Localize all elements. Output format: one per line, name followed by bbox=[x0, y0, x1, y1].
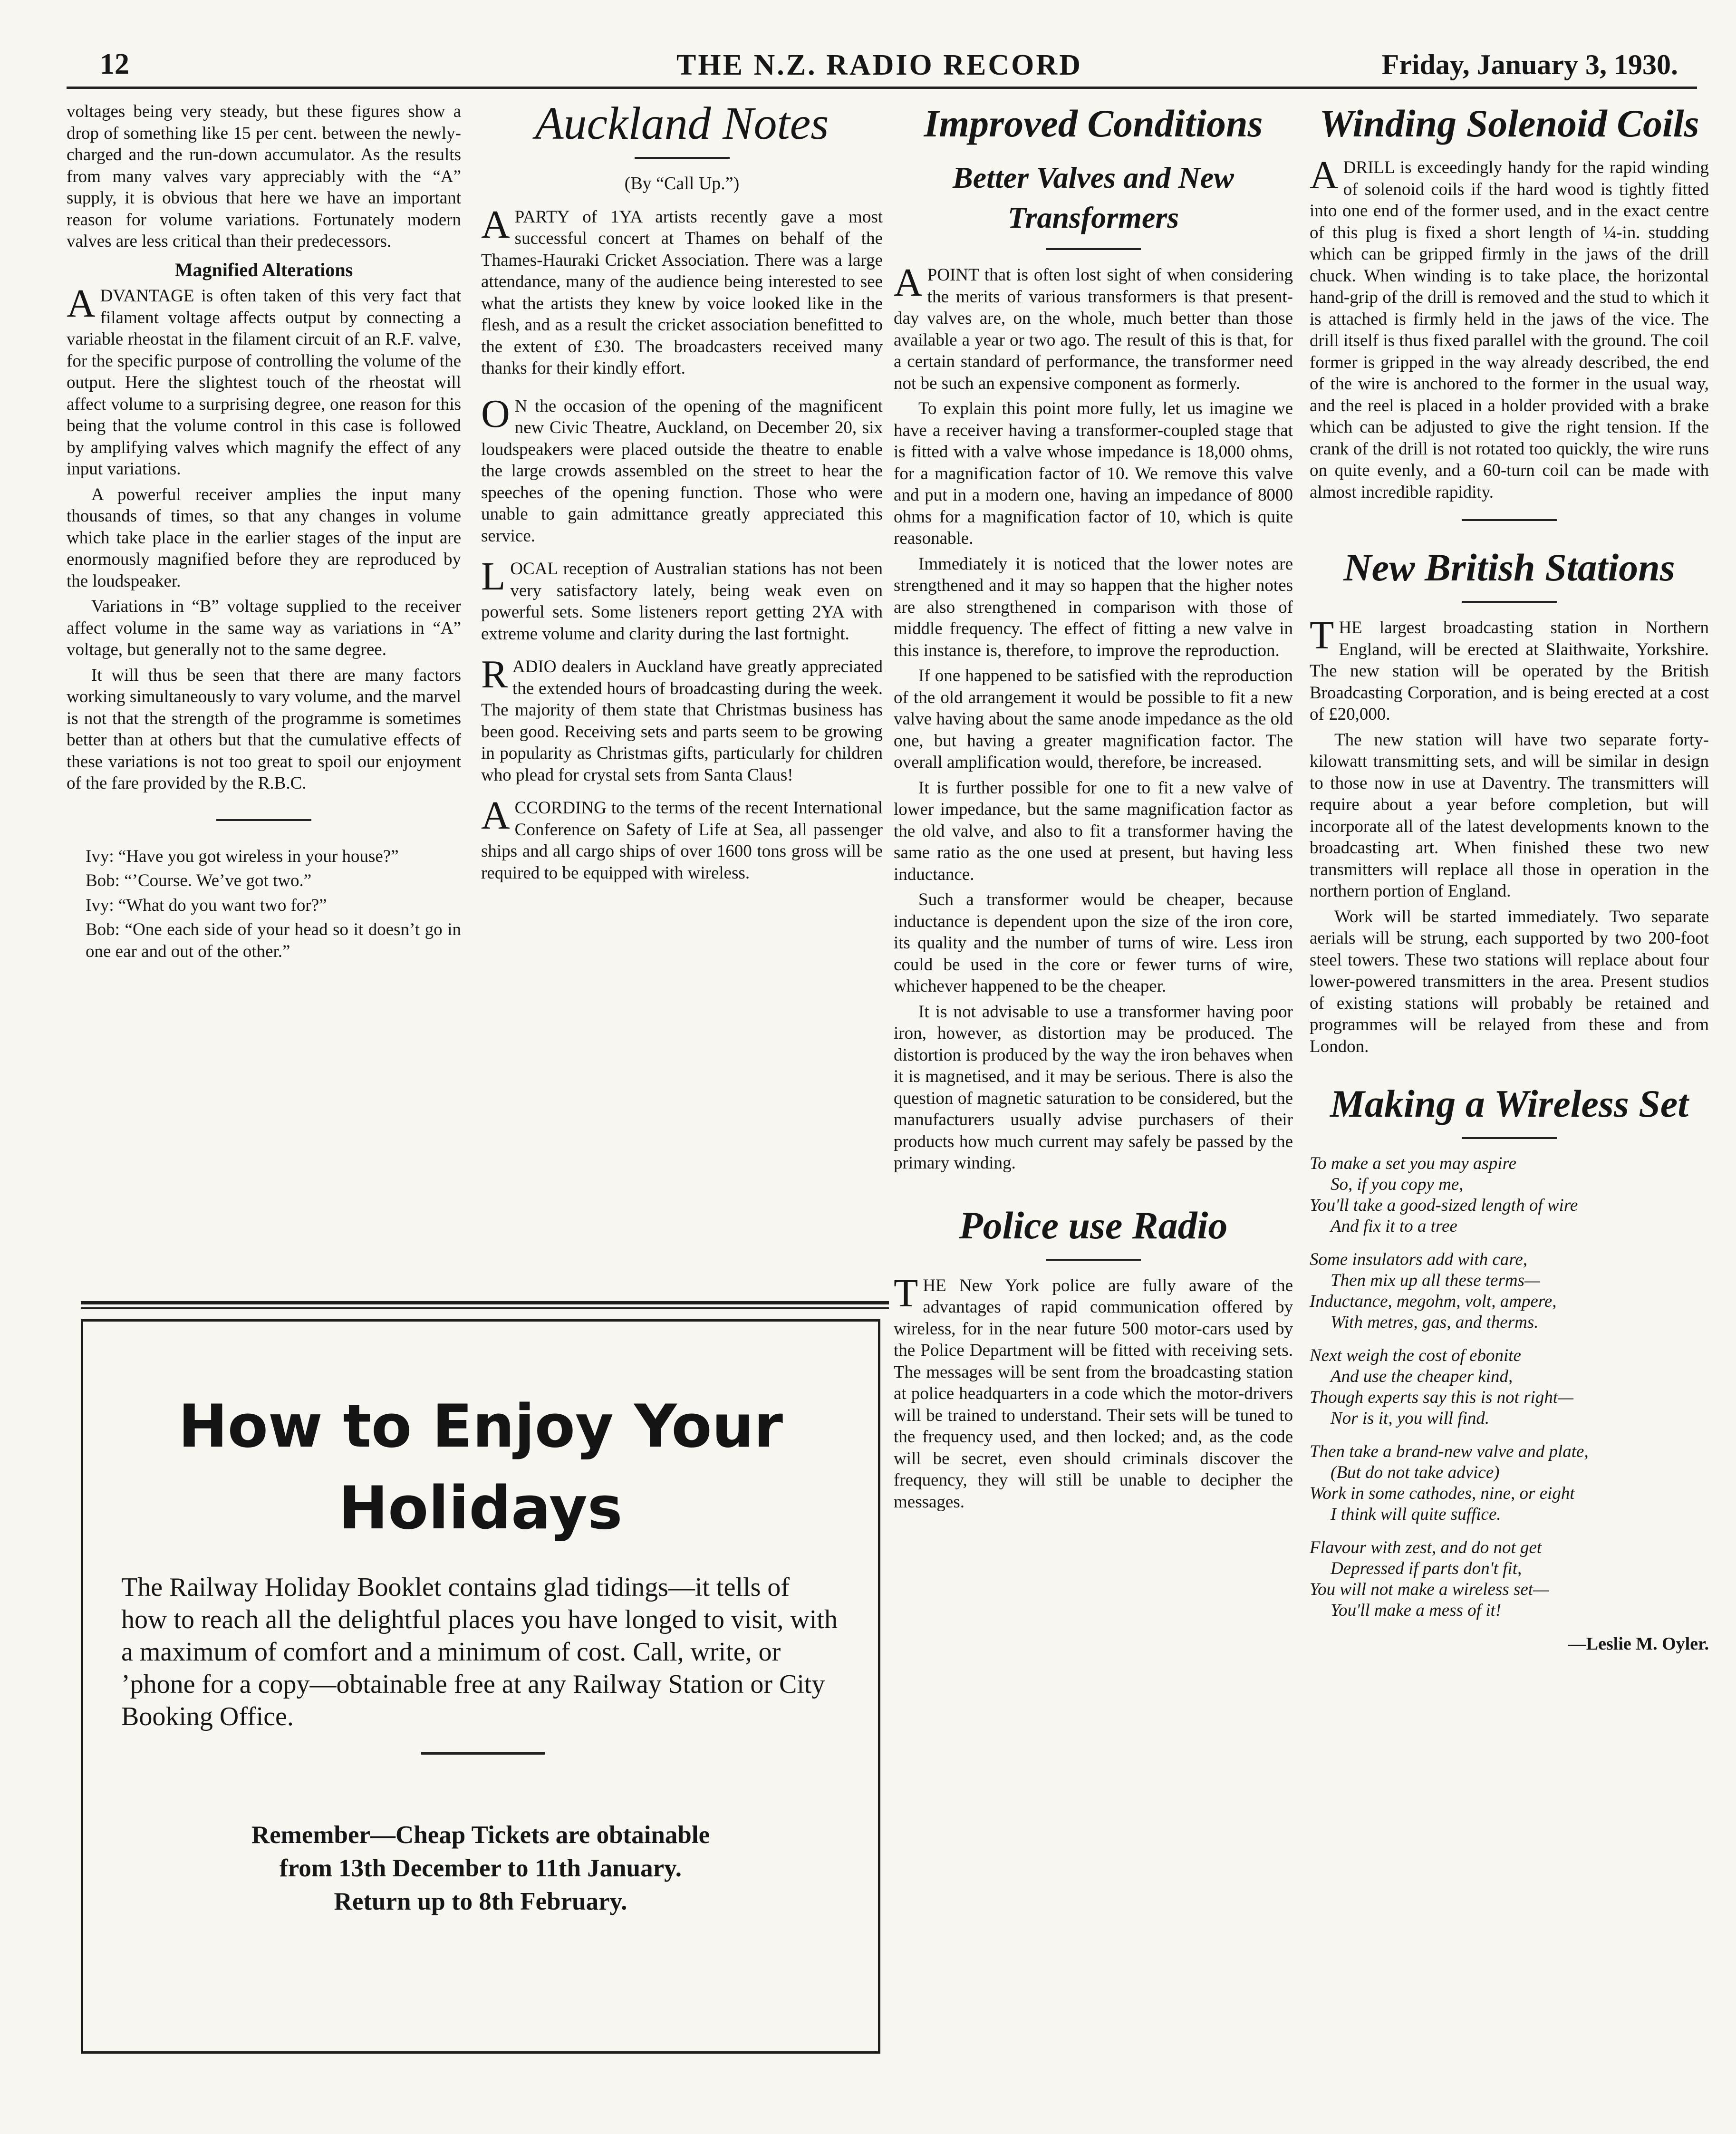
paragraph: LOCAL reception of Australian stations has not been very satisfactory lately, being weak even on powerful sets. Some listeners report getting 2YA with extreme volume and clarity during the last fortnight. bbox=[481, 554, 883, 644]
paragraph: APOINT that is often lost sight of when considering the merits of various transformers is that present-day valves are, on the whole, much better than those available a year or two ago. The result of this is that, for a certain standard of performance, the transformer need not be such an expensive component as formerly. bbox=[894, 261, 1293, 393]
header-rule bbox=[67, 87, 1697, 89]
paragraph: THE New York police are fully aware of the advantages of rapid communication offered by wireless, for in the near future 500 motor-cars used by the Police Department will be fitted with receiving sets. The messages will be sent from the broadcasting station at police headquarters in a code which the motor-drivers will be trained to understand. Their sets will be tuned to the frequency used, and then locked; and, as the code will be secret, even should criminals discover the frequency, they will still be unable to decipher the messages. bbox=[894, 1271, 1293, 1512]
paragraph: ACCORDING to the terms of the recent International Conference on Safety of Life at Sea, all passenger ships and all cargo ships of over 1600 tons gross will be required to be equipped with wireless. bbox=[481, 793, 883, 883]
poem-stanza: Some insulators add with care, Then mix up all these terms— Inductance, megohm, volt, ampere, With metres, gas, and therms. bbox=[1310, 1250, 1557, 1332]
poem-stanza: Next weigh the cost of ebonite And use the cheaper kind, Though experts say this is not right— Nor is it, you will find. bbox=[1310, 1346, 1574, 1428]
paragraph: It will thus be seen that there are many factors working simultaneously to vary volume, and the marvel is not that the strength of the programme is sometimes better than at others but that the cumulative effects of these variations is not too great to spoil our enjoyment of the fare provided by the R.B.C. bbox=[67, 665, 461, 793]
drop-cap: O bbox=[481, 391, 510, 436]
paragraph: O N the occasion of the opening of the magnificent new Civic Theatre, Auckland, on December 20, six loudspeakers were placed outside the theatre to enable the large crowds assembled on the street to hear the speeches of the opening function. Those who were unable to gain admittance greatly appreciated this service. bbox=[481, 391, 883, 546]
article-title: Police use Radio bbox=[959, 1203, 1228, 1247]
paragraph: APARTY of 1YA artists recently gave a most successful concert at Thames on behalf of the Thames-Hauraki Cricket Association. There was a large attendance, many of the audience being interested to see what the artists they knew by voice looked like in the flesh, and as a result the cricket association benefitted to the extent of £30. The broadcasters received many thanks for their kindly effort. bbox=[481, 202, 883, 378]
paragraph: A powerful receiver amplies the input many thousands of times, so that any changes in volume which take place in the earlier stages of the input are enormously magnified before they are reproduced by the loudspeaker. bbox=[67, 484, 461, 591]
section-divider bbox=[1462, 519, 1557, 521]
newspaper-name: THE N.Z. RADIO RECORD bbox=[676, 49, 1082, 81]
drop-cap: A bbox=[481, 202, 510, 247]
title-divider bbox=[1462, 601, 1557, 603]
paragraph: Such a transformer would be cheaper, because inductance is dependent upon the size of the iron core, its quality and the number of turns of wire. Less iron could be used in the core or fewer turns of wire, whichever happened to be the cheaper. bbox=[894, 890, 1293, 996]
railway-advertisement bbox=[81, 1319, 880, 2054]
column-2 bbox=[481, 98, 883, 888]
drop-cap: A bbox=[1310, 153, 1339, 197]
joke: Ivy: “Have you got wireless in your house?” Bob: “’Course. We’ve got two.” Ivy: “What do you want two for?” Bob: “One each side of your head so it doesn’t go in one ear and out of the other.” bbox=[86, 846, 461, 961]
ad-headline: How to Enjoy Your Holidays bbox=[178, 1392, 783, 1543]
paragraph: Variations in “B” voltage supplied to the receiver affect volume in the same way as variations in “A” voltage, but generally not to the same degree. bbox=[67, 597, 461, 659]
paragraph: ADRILL is exceedingly handy for the rapid winding of solenoid coils if the hard wood is tightly fitted into one end of the former used, and in the exact centre of this plug is fixed a short length of ¼-in. studding which can be gripped firmly in the jaws of the drill chuck. When winding is to take place, the horizontal hand-grip of the drill is removed and the stud to which it is attached is firmly held in the jaws of the vice. The drill itself is thus fixed parallel with the ground. The coil former is gripped in the way already described, the end of the wire is anchored to the former in the usual way, and the reel is placed in a holder provided with a brake which can be adjusted to give the right tension. If the crank of the drill is not rotated too quickly, the wire runs on quite evenly, and a 60-turn coil can be made with almost incredible rapidity. bbox=[1310, 153, 1709, 502]
section-divider bbox=[216, 819, 311, 821]
paragraph: THE largest broadcasting station in Northern England, will be erected at Slaithwaite, Yorkshire. The new station will be operated by the British Broadcasting Corporation, and is being erected at a cost of £20,000. bbox=[1310, 613, 1709, 724]
drop-cap: L bbox=[481, 554, 506, 599]
title-divider bbox=[1046, 248, 1141, 250]
drop-cap: R bbox=[481, 652, 508, 696]
drop-cap: T bbox=[1310, 613, 1334, 657]
poem-stanza: To make a set you may aspire So, if you copy me, You'll take a good-sized length of wire And fix it to a tree bbox=[1310, 1154, 1578, 1236]
article-subtitle: Better Valves and New Transformers bbox=[953, 161, 1234, 234]
drop-cap: A bbox=[894, 261, 923, 305]
ad-footer: Remember—Cheap Tickets are obtainable from 13th December to 11th January. Return up to 8th February. bbox=[251, 1821, 710, 1915]
poem bbox=[1310, 1153, 1709, 1621]
title-divider bbox=[635, 157, 730, 159]
drop-cap: A bbox=[67, 281, 96, 326]
column-4 bbox=[1310, 101, 1709, 1655]
article-title: Auckland Notes bbox=[535, 98, 829, 149]
paragraph: ADVANTAGE is often taken of this very fact that filament voltage affects output by connecting a variable rheostat in the filament circuit of an R.F. valve, for the specific purpose of controlling the volume of the output. Here the slightest touch of the rheostat will affect volume to a surprising degree, one reason for this being that the volume control in this case is followed by amplifying valves which magnify the effect of any input variations. bbox=[67, 281, 461, 479]
paragraph: Immediately it is noticed that the lower notes are strengthened and it may so happen that the higher notes are also strengthened in comparison with those of middle frequency. The effect of fitting a new valve in this instance is, therefore, to improve the reproduction. bbox=[894, 554, 1293, 660]
ad-top-rule bbox=[81, 1301, 889, 1304]
paragraph: RADIO dealers in Auckland have greatly appreciated the extended hours of broadcasting during the week. The majority of them state that Christmas business has been good. Receiving sets and parts seem to be growing in popularity as Christmas gifts, particularly for children who plead for crystal sets from Santa Claus! bbox=[481, 652, 883, 785]
paragraph: Work will be started immediately. Two separate aerials will be strung, each supported by two 200-foot steel towers. These two stations will replace about four lower-powered transmitters in the area. Present studios of existing stations will probably be retained and programmes will be relayed from these and from London. bbox=[1310, 907, 1709, 1056]
ad-body: The Railway Holiday Booklet contains glad tidings—it tells of how to reach all the delightful places you have longed to visit, with a maximum of comfort and a minimum of cost. Call, write, or ’phone for a copy—obtainable free at any Railway Station or City Booking Office. bbox=[121, 1573, 838, 1731]
title-divider bbox=[1046, 1259, 1141, 1261]
drop-cap: T bbox=[894, 1271, 918, 1315]
paragraph: voltages being very steady, but these figures show a drop of something like 15 per cent. between the newly-charged and the run-down accumulator. As the results from many valves vary appreciably with the “A” supply, it is obvious that here we have an important reason for volume variations. Fortunately modern valves are less critical than their predecessors. bbox=[67, 102, 461, 251]
poem-stanza: Then take a brand-new valve and plate, (But do not take advice) Work in some cathodes, nine, or eight I think will quite suffice. bbox=[1310, 1442, 1589, 1524]
article-title: Improved Conditions bbox=[924, 102, 1263, 145]
poem-stanza: Flavour with zest, and do not get Depressed if parts don't fit, You will not make a wireless set— You'll make a mess of it! bbox=[1310, 1538, 1549, 1620]
ad-top-rule-thin bbox=[81, 1307, 889, 1309]
byline: (By “Call Up.”) bbox=[624, 174, 740, 193]
poem-author: —Leslie M. Oyler. bbox=[1568, 1634, 1709, 1654]
paragraph: The new station will have two separate forty-kilowatt transmitting sets, and will be similar in design to those now in use at Daventry. The transmitters will require about a year before completion, but will incorporate all of the latest developments known to the broadcasting art. When finished these two new transmitters will replace all those in operation in the northern portion of England. bbox=[1310, 730, 1709, 901]
column-3 bbox=[894, 101, 1293, 1516]
drop-cap: A bbox=[481, 793, 510, 838]
page-header bbox=[67, 44, 1692, 82]
page-number: 12 bbox=[100, 48, 129, 80]
poem-title: Making a Wireless Set bbox=[1330, 1082, 1689, 1125]
subheading: Magnified Alterations bbox=[174, 259, 353, 280]
title-divider bbox=[1462, 1137, 1557, 1139]
paragraph: It is further possible for one to fit a new valve of lower impedance, but the same magnification factor as the old valve, and also to fit a transformer having the same ratio as the one used at present, but having less inductance. bbox=[894, 778, 1293, 884]
column-1 bbox=[67, 101, 461, 965]
paragraph: It is not advisable to use a transformer having poor iron, however, as distortion may be produced. The distortion is produced by the way the iron behaves when it is magnetised, and it may be serious. There is also the question of magnetic saturation to be considered, but the manufacturers usually advise purchasers of their products how much current may safely be passed by the primary winding. bbox=[894, 1002, 1293, 1173]
article-title: Winding Solenoid Coils bbox=[1319, 102, 1699, 145]
ad-divider bbox=[421, 1752, 545, 1755]
issue-date: Friday, January 3, 1930. bbox=[1381, 49, 1678, 80]
article-title: New British Stations bbox=[1343, 546, 1675, 589]
paragraph: If one happened to be satisfied with the reproduction of the old arrangement it would be possible to fit a new valve having about the same anode impedance as the old one, but having a greater magnification factor. The overall amplification would, therefore, be increased. bbox=[894, 666, 1293, 772]
paragraph: To explain this point more fully, let us imagine we have a receiver having a transformer-coupled stage that is fitted with a valve whose impedance is 18,000 ohms, for a magnification factor of 10. We remove this valve and put in a modern one, having an impedance of 8000 ohms for a magnification factor of 10, which is quite reasonable. bbox=[894, 399, 1293, 548]
